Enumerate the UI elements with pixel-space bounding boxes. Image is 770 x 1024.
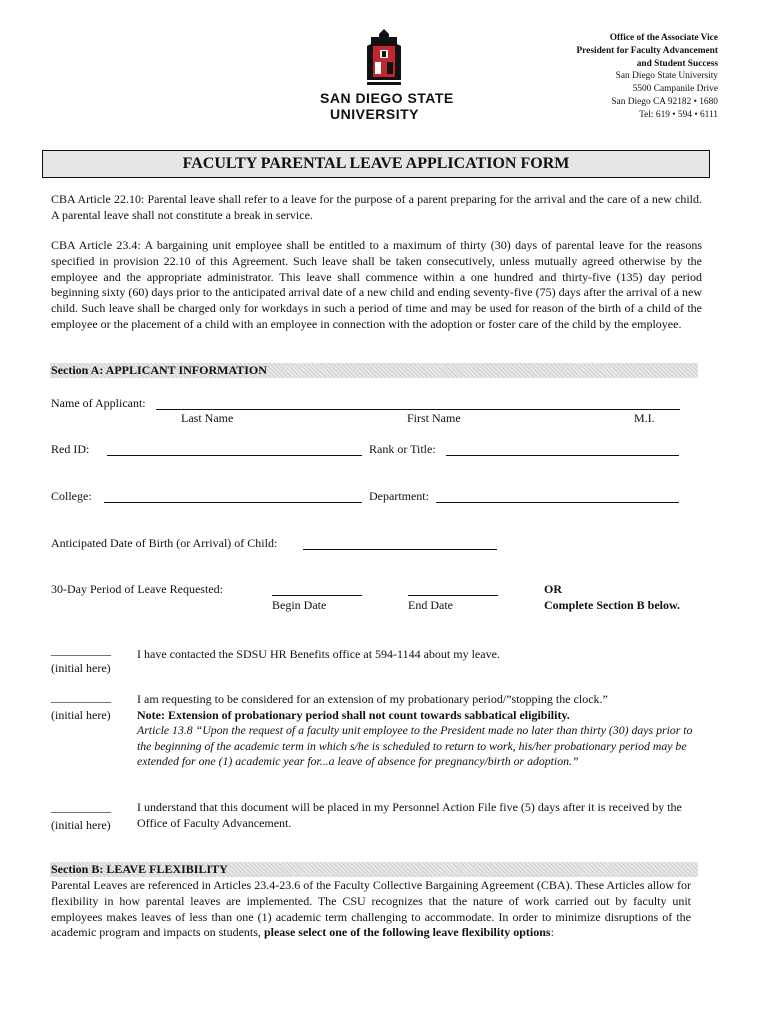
department-field[interactable] (436, 502, 679, 503)
section-b-instruction: please select one of the following leave flexibility options (263, 925, 551, 940)
office-line: and Student Success (636, 58, 718, 69)
red-id-label: Red ID: (51, 442, 90, 456)
initial-field-3[interactable]: __________ (51, 800, 111, 814)
college-field[interactable] (104, 502, 362, 503)
last-name-caption: Last Name (181, 411, 234, 425)
office-line: San Diego State University (615, 71, 718, 82)
initial-here-caption: (initial here) (51, 661, 111, 675)
rank-or-title-label: Rank or Title: (369, 442, 436, 456)
rank-or-title-field[interactable] (446, 455, 679, 456)
office-line: President for Faculty Advancement (576, 45, 718, 56)
initial-here-caption: (initial here) (51, 708, 111, 722)
college-label: College: (51, 489, 92, 503)
end-date-field[interactable] (408, 595, 498, 596)
probation-note: Note: Extension of probationary period shall not count towards sabbatical eligibility. (137, 708, 570, 722)
university-name-line2: UNIVERSITY (330, 106, 420, 122)
anticipated-date-label: Anticipated Date of Birth (or Arrival) of Child: (51, 536, 278, 550)
end-date-caption: End Date (408, 598, 453, 612)
ack-probation-extension-text: I am requesting to be considered for an extension of my probationary period/”stopping the clock.” (137, 692, 608, 706)
red-id-field[interactable] (107, 455, 362, 456)
middle-initial-caption: M.I. (634, 411, 655, 425)
sdsu-seal-logo (365, 28, 403, 86)
begin-date-caption: Begin Date (272, 598, 327, 612)
name-of-applicant-label: Name of Applicant: (51, 396, 146, 410)
initial-field-2[interactable]: __________ (51, 690, 111, 704)
section-b-colon: : (550, 925, 554, 940)
article-13-8-quote: Article 13.8 “Upon the request of a faculty unit employee to the President made no later than thirty (30) days prior to the beginning of the academic term in which s/he is scheduled to return to work, his/her probationary period may be extended for one (1) academic year for...a leave of absence for pregnancy/birth or adoption.” (137, 723, 693, 769)
section-b-body: Parental Leaves are referenced in Articles 23.4-23.6 of the Faculty Collective Bargaining Agreement (CBA). These Articles allow for flexibility in how parental leaves are implemented. The CSU recognizes that the nature of work carried out by faculty unit employees makes leaves of less than one (1) academic term challenging to accommodate. In order to minimize disruptions of the academic program and impacts on students, (51, 878, 692, 940)
ack-personnel-file-text: I understand that this document will be placed in my Personnel Action File five (5) days after it is received by the Office of Faculty Advancement. (137, 800, 682, 830)
anticipated-date-field[interactable] (303, 549, 497, 550)
ack-hr-benefits-text: I have contacted the SDSU HR Benefits office at 594-1144 about my leave. (137, 647, 500, 661)
department-label: Department: (369, 489, 429, 503)
section-b-text (51, 878, 691, 941)
office-line: San Diego CA 92182 • 1680 (611, 96, 718, 107)
office-line: 5500 Campanile Drive (632, 84, 718, 95)
leave-period-label: 30-Day Period of Leave Requested: (51, 582, 223, 596)
name-of-applicant-field[interactable] (156, 409, 680, 410)
first-name-caption: First Name (407, 411, 461, 425)
or-label: OR (544, 582, 562, 596)
office-address-block (576, 32, 718, 122)
initial-field-1[interactable]: __________ (51, 643, 111, 657)
initial-here-caption: (initial here) (51, 818, 111, 832)
university-name-line1: SAN DIEGO STATE (320, 90, 454, 106)
article-23-4-text: CBA Article 23.4: A bargaining unit employee shall be entitled to a maximum of thirty (30) days of parental leave for the reasons specified in provision 22.10 of this Agreement. Such leave shall be taken consecutively, unless mutually agreed otherwise by the employee and the appropriate administrator. This leave shall commence within a one hundred and thirty-five (135) day period beginning sixty (60) days prior to the anticipated arrival date of a new child and ending seventy-five (75) days after the arrival of a new child. Such leave shall be charged only for workdays in such a period of time and may be used for reason of the birth of a child of the employee or the placement of a child with an employee in connection with the adoption or foster care of the child by the employee. (51, 238, 702, 331)
office-line: Office of the Associate Vice (609, 33, 718, 43)
form-title: FACULTY PARENTAL LEAVE APPLICATION FORM (42, 150, 710, 178)
section-b-heading: Section B: LEAVE FLEXIBILITY (50, 862, 698, 877)
article-22-10-text: CBA Article 22.10: Parental leave shall refer to a leave for the purpose of a parent preparing for the arrival and the care of a new child. A parental leave shall not constitute a break in service. (51, 192, 702, 222)
office-line: Tel: 619 • 594 • 6111 (639, 109, 718, 120)
begin-date-field[interactable] (272, 595, 362, 596)
complete-section-b-note: Complete Section B below. (544, 598, 680, 612)
section-a-heading: Section A: APPLICANT INFORMATION (50, 363, 698, 378)
